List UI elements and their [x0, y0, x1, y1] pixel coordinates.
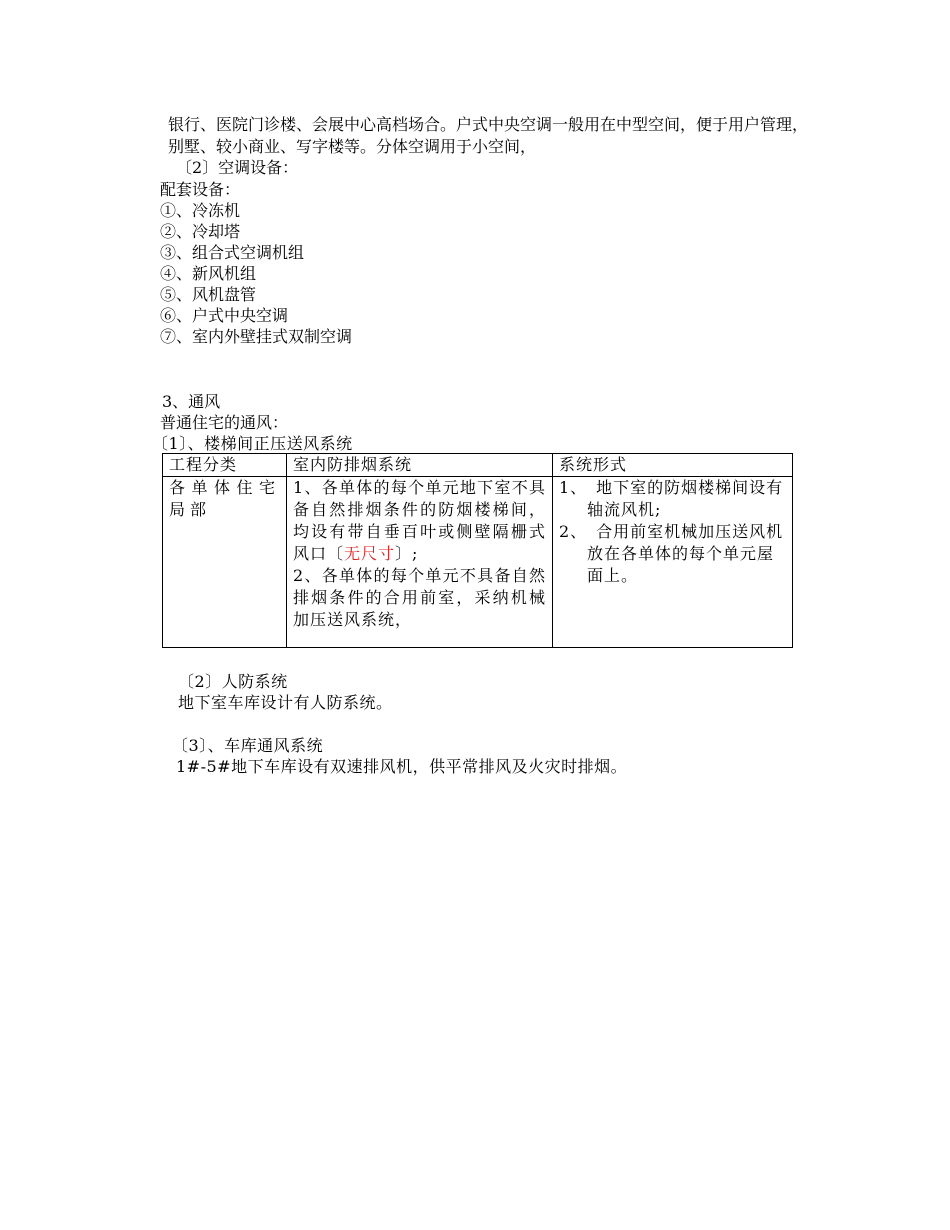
intro-paragraph: 银行、医院门诊楼、会展中心高档场合。户式中央空调一般用在中型空间，便于用户管理，别墅、较小商业、写字楼等。分体空调用于小空间， — [168, 115, 809, 156]
cell-system-form — [553, 477, 793, 648]
ac-item-2: ②、冷却塔 — [160, 222, 241, 241]
smoke-item-1-text: 1、各单体的每个单元地下室不具备自然排烟条件的防烟楼梯间，均设有带自垂百叶或侧壁隔栅式风口〔 — [293, 478, 546, 563]
smoke-item-1-note: 无尺寸 — [344, 544, 396, 563]
ac-item-4: ④、新风机组 — [160, 264, 257, 283]
ac-heading: 〔2〕空调设备： — [176, 158, 299, 177]
cell-smoke-system — [287, 477, 553, 648]
ac-item-5: ⑤、风机盘管 — [160, 285, 257, 304]
table-header-category: 工程分类 — [163, 454, 287, 477]
vent-sub2-title: 〔2〕人防系统 — [178, 672, 288, 691]
vent-sub3-text: 1#-5#地下车库设有双速排风机，供平常排风及火灾时排烟。 — [176, 757, 628, 776]
table-row — [163, 477, 793, 648]
vent-subheading: 普通住宅的通风： — [160, 413, 289, 432]
ac-item-7: ⑦、室内外壁挂式双制空调 — [160, 327, 353, 346]
smoke-item-1-close: 〕; — [395, 544, 419, 563]
vent-heading: 3、通风 — [162, 392, 221, 411]
vent-sub1-title: 〔1〕、楼梯间正压送风系统 — [152, 434, 353, 453]
ac-item-6: ⑥、户式中央空调 — [160, 306, 289, 325]
table-header-smoke-system: 室内防排烟系统 — [287, 454, 553, 477]
cell-category: 各单体住宅局部 — [163, 477, 287, 648]
smoke-item-2-text: 2、各单体的每个单元不具备自然排烟条件的合用前室，采纳机械加压送风系统， — [293, 566, 546, 629]
ventilation-table — [162, 453, 793, 648]
ac-item-1: ①、冷冻机 — [160, 201, 241, 220]
table-header-system-form: 系统形式 — [553, 454, 793, 477]
vent-sub3-title: 〔3〕、车库通风系统 — [172, 736, 324, 755]
ac-item-3: ③、组合式空调机组 — [160, 243, 305, 262]
table-header-row — [163, 454, 793, 477]
form-item-1: 1、 地下室的防烟楼梯间设有轴流风机; — [559, 478, 784, 519]
ac-subheading: 配套设备： — [160, 180, 241, 199]
vent-sub2-text: 地下室车库设计有人防系统。 — [178, 693, 393, 712]
form-item-2: 2、 合用前室机械加压送风机放在各单体的每个单元屋面上。 — [559, 522, 784, 585]
